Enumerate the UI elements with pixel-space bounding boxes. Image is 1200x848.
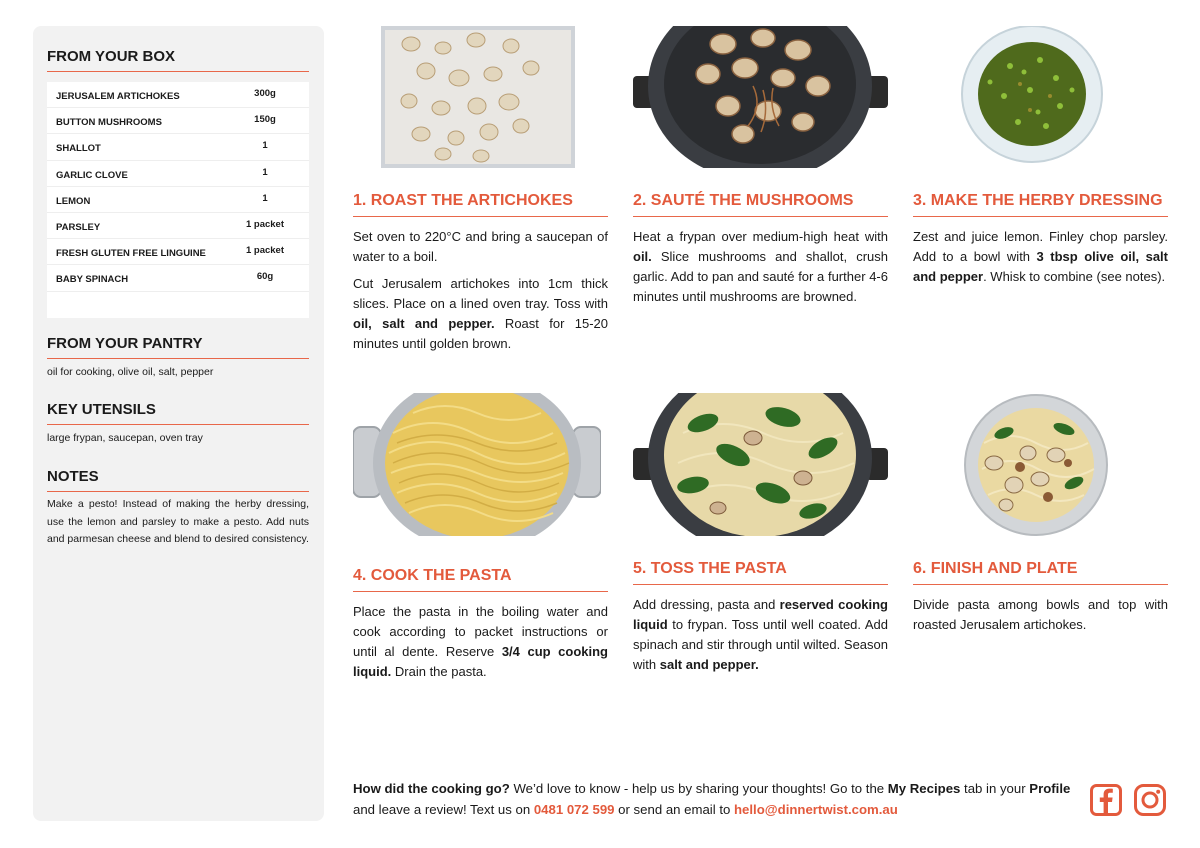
ingredient-name: BABY SPINACH <box>56 274 129 286</box>
step-5-title: 5. TOSS THE PASTA <box>633 560 888 585</box>
step-1-title: 1. ROAST THE ARTICHOKES <box>353 192 608 217</box>
bold-text: Profile <box>1029 781 1071 796</box>
from-your-pantry-heading: FROM YOUR PANTRY <box>47 335 309 359</box>
ingredient-qty: 1 <box>262 192 268 204</box>
ingredients-table <box>47 82 309 318</box>
utensils-text: large frypan, saucepan, oven tray <box>47 432 203 444</box>
ingredient-qty: 1 packet <box>245 218 285 230</box>
ingredient-row <box>47 161 309 187</box>
ingredient-row <box>47 134 309 160</box>
text-run: Place the pasta in the boiling water and cook according to packet instructions or until al dente. Reserve <box>353 604 608 659</box>
ingredient-qty: 60g <box>256 271 274 283</box>
step-5-body <box>633 595 888 682</box>
ingredient-row <box>47 239 309 265</box>
step-2 <box>633 26 888 346</box>
text-run: Divide pasta among bowls and top with roasted Jerusalem artichokes. <box>913 597 1168 632</box>
step-paragraph <box>633 595 888 675</box>
step-1-body <box>353 227 608 361</box>
step-3-body <box>913 227 1168 294</box>
ingredient-name: LEMON <box>56 195 91 207</box>
text-run: Set oven to 220°C and bring a saucepan of water to a boil. <box>353 229 608 264</box>
bold-text: 3/4 cup cooking liquid. <box>353 644 608 679</box>
key-utensils-heading: KEY UTENSILS <box>47 401 309 425</box>
text-run: tab in your <box>960 781 1030 796</box>
notes-heading: NOTES <box>47 468 309 492</box>
roast-artichokes-photo <box>381 26 575 168</box>
bold-text: My Recipes <box>887 781 961 796</box>
text-run: Slice mushrooms and shallot, crush garlic. Add to pan and sauté for a further 4-6 minutes until mushrooms are browned. <box>633 249 888 304</box>
text-run: to frypan. Toss until well coated. Add spinach and stir through until wilted. Season with <box>633 617 888 672</box>
step-paragraph <box>913 227 1168 287</box>
email-link[interactable]: hello@dinnertwist.com.au <box>734 802 898 817</box>
ingredient-name: FRESH GLUTEN FREE LINGUINE <box>56 248 206 260</box>
bold-text: 3 tbsp olive oil, salt and pepper <box>913 249 1169 284</box>
sidebar <box>33 26 324 821</box>
ingredient-name: GARLIC CLOVE <box>56 169 128 181</box>
step-paragraph <box>913 595 1168 635</box>
ingredient-name: JERUSALEM ARTICHOKES <box>56 91 180 102</box>
text-run: or send an email to <box>614 802 734 817</box>
step-6 <box>913 393 1168 693</box>
text-run: Heat a frypan over medium-high heat with <box>633 229 888 244</box>
step-6-title: 6. FINISH AND PLATE <box>913 560 1168 585</box>
from-your-box-heading: FROM YOUR BOX <box>47 48 309 72</box>
finish-plate-photo <box>964 393 1108 536</box>
ingredient-row <box>47 213 309 239</box>
text-run: Roast for 15-20 minutes until golden brown. <box>353 316 608 351</box>
ingredient-row <box>47 82 309 108</box>
ingredient-row <box>47 187 309 213</box>
pantry-text: oil for cooking, olive oil, salt, pepper <box>47 366 214 378</box>
step-paragraph <box>353 274 608 354</box>
step-3 <box>913 26 1168 326</box>
step-paragraph <box>353 602 608 682</box>
herby-dressing-photo <box>960 26 1104 168</box>
text-run: and leave a review! Text us on <box>353 802 534 817</box>
text-run: Add dressing, pasta and <box>633 597 780 612</box>
instagram-icon[interactable] <box>1134 784 1166 816</box>
step-4-body <box>353 602 608 689</box>
text-run: . Whisk to combine (see notes). <box>983 269 1166 284</box>
bold-text: oil. <box>633 249 652 264</box>
step-2-title: 2. SAUTÉ THE MUSHROOMS <box>633 192 888 217</box>
ingredient-row <box>47 265 309 291</box>
ingredient-qty: 1 <box>262 140 268 152</box>
ingredient-qty: 300g <box>254 88 276 99</box>
step-2-body <box>633 227 888 314</box>
text-run: Drain the pasta. <box>391 664 487 679</box>
step-4-title: 4. COOK THE PASTA <box>353 567 608 592</box>
step-5 <box>633 393 888 693</box>
step-3-title: 3. MAKE THE HERBY DRESSING <box>913 192 1168 217</box>
ingredient-qty: 150g <box>254 114 276 126</box>
toss-pasta-photo <box>633 393 888 536</box>
bold-text: How did the cooking go? <box>353 781 510 796</box>
notes-text: Make a pesto! Instead of making the herby dressing, use the lemon and parsley to make a pesto. Add nuts and parmesan cheese and blend to desired consistency. <box>47 498 309 545</box>
ingredient-row <box>47 108 309 134</box>
ingredient-name: BUTTON MUSHROOMS <box>56 117 162 129</box>
ingredient-qty: 1 <box>262 166 268 178</box>
step-6-body <box>913 595 1168 642</box>
saute-mushrooms-photo <box>633 26 888 168</box>
text-run: Cut Jerusalem artichokes into 1cm thick slices. Place on a lined oven tray. Toss with <box>353 276 608 311</box>
step-4 <box>353 393 608 693</box>
text-run: Zest and juice lemon. Finley chop parsley. Add to a bowl with <box>913 229 1168 264</box>
ingredient-name: SHALLOT <box>56 143 101 155</box>
bold-text: reserved cooking liquid <box>633 597 888 632</box>
phone-link[interactable]: 0481 072 599 <box>533 802 615 817</box>
bold-text: salt and pepper. <box>659 657 759 672</box>
step-paragraph <box>353 227 608 267</box>
facebook-icon[interactable] <box>1090 784 1122 816</box>
step-paragraph <box>633 227 888 307</box>
ingredient-qty: 1 packet <box>245 245 285 257</box>
step-1 <box>353 26 608 366</box>
ingredient-name: PARSLEY <box>56 221 101 233</box>
text-run: We’d love to know - help us by sharing your thoughts! Go to the <box>509 781 888 796</box>
feedback-footer <box>353 778 1073 820</box>
bold-text: oil, salt and pepper. <box>353 316 495 331</box>
cook-pasta-photo <box>353 393 601 536</box>
